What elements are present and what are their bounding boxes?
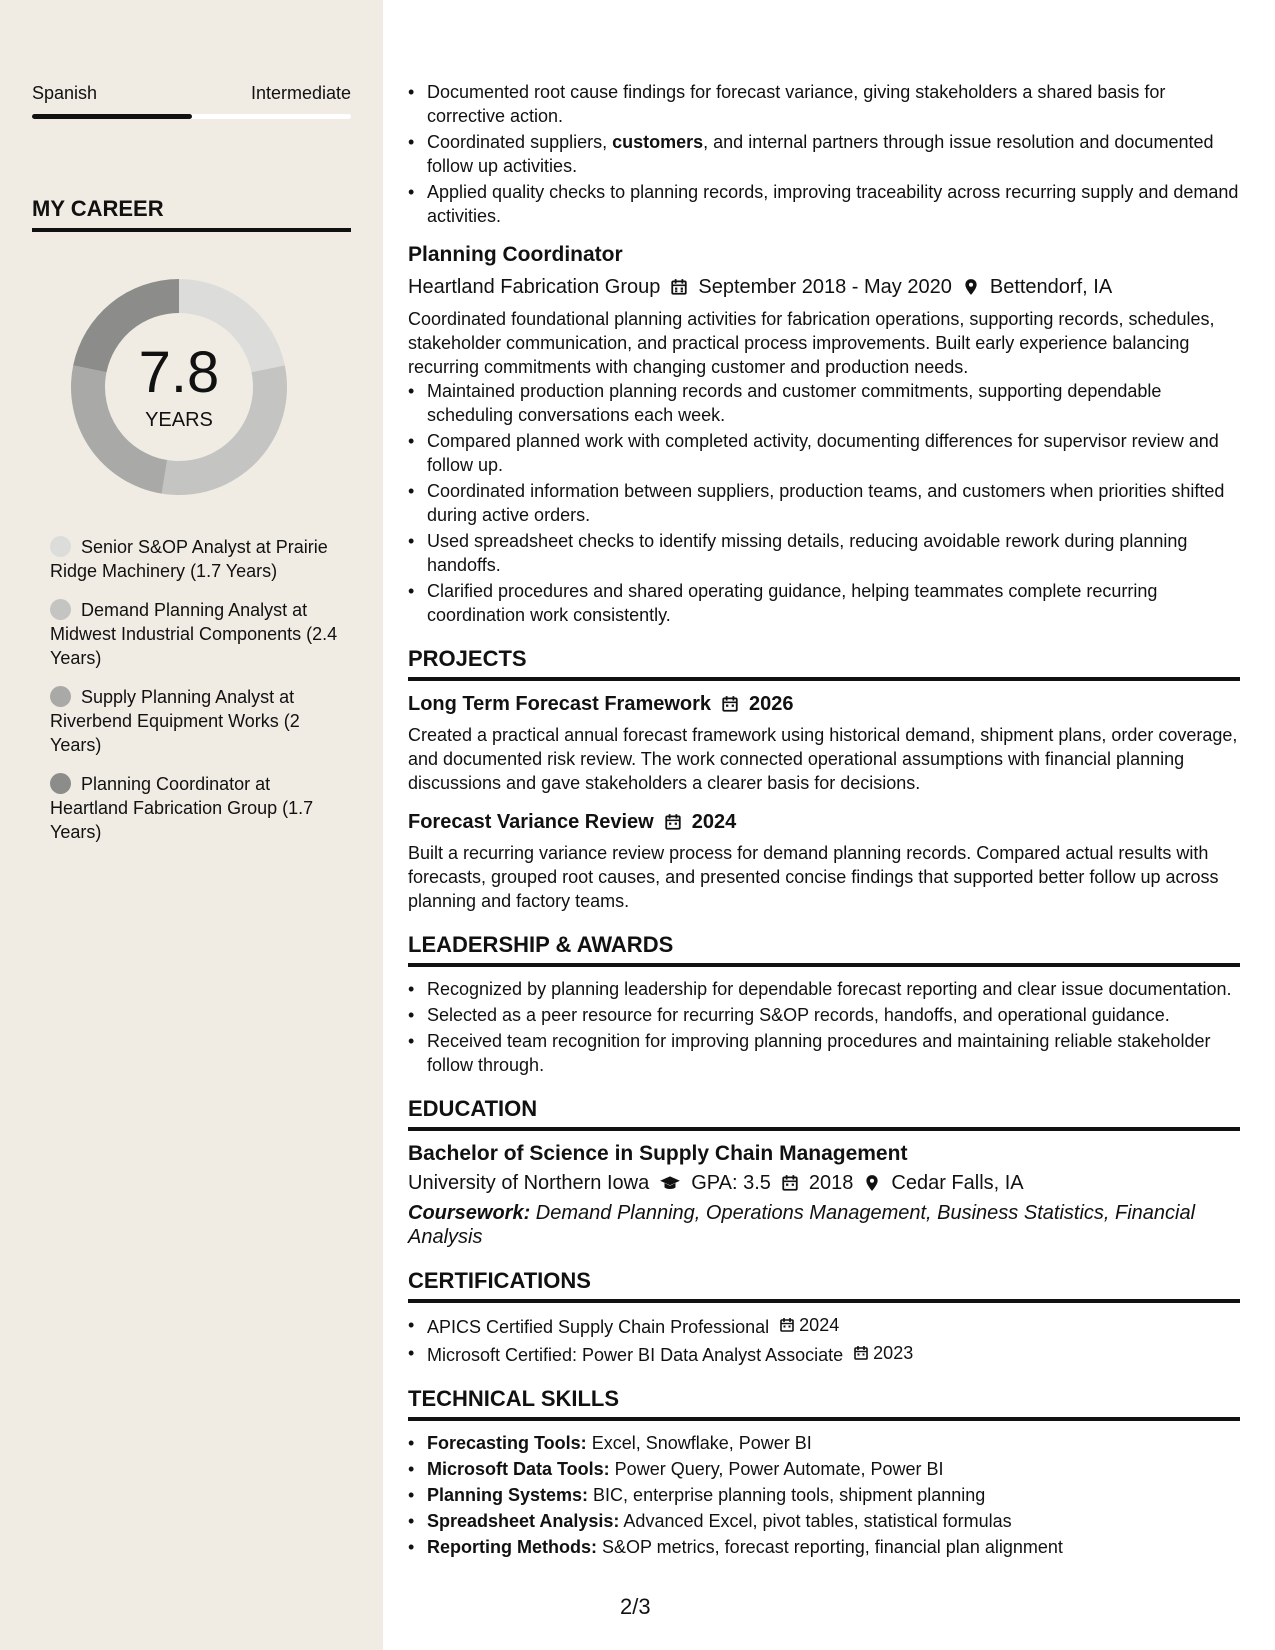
skill-label: Planning Systems: bbox=[427, 1485, 589, 1505]
cert-name: APICS Certified Supply Chain Professional bbox=[427, 1317, 770, 1337]
coursework-label: Coursework: bbox=[408, 1202, 531, 1224]
coursework bbox=[408, 1201, 1240, 1249]
list-item bbox=[408, 1313, 1240, 1339]
list-item bbox=[408, 1509, 1240, 1533]
legend-dot bbox=[50, 599, 71, 620]
education-heading: EDUCATION bbox=[408, 1095, 1240, 1131]
career-legend-item bbox=[50, 772, 340, 844]
list-item bbox=[408, 1483, 1240, 1507]
cert-date bbox=[779, 1313, 839, 1337]
project-description: Built a recurring variance review process for demand planning records. Compared actual results with forecasts, grouped root causes, and presented concise findings that supported better follow up across planning and factory teams. bbox=[408, 843, 1219, 911]
school-name: University of Northern Iowa bbox=[408, 1172, 650, 1194]
list-item bbox=[408, 1535, 1240, 1559]
skill-label: Spreadsheet Analysis: bbox=[427, 1511, 620, 1531]
project-title: Forecast Variance Review bbox=[408, 811, 654, 833]
degree-title: Bachelor of Science in Supply Chain Management bbox=[408, 1142, 908, 1165]
list-item: • Recognized by planning leadership for dependable forecast reporting and clear issue documentation. bbox=[408, 977, 1240, 1001]
career-total-value: 7.8 bbox=[138, 340, 220, 405]
skills-heading: TECHNICAL SKILLS bbox=[408, 1385, 1240, 1421]
projects-heading: PROJECTS bbox=[408, 645, 1240, 681]
list-item bbox=[408, 1341, 1240, 1367]
list-item: • Coordinated suppliers, customers, and internal partners through issue resolution and documented follow up activities. bbox=[408, 130, 1240, 178]
certifications-list bbox=[408, 1313, 1240, 1367]
project-description: Created a practical annual forecast framework using historical demand, shipment plans, order coverage, and documented risk review. The work connected operational assumptions with financial planning discussions and gave stakeholders a clearer basis for decisions. bbox=[408, 725, 1238, 793]
leadership-bullets bbox=[408, 977, 1240, 1077]
list-item bbox=[408, 1431, 1240, 1455]
project-title: Long Term Forecast Framework bbox=[408, 693, 712, 715]
legend-label: Planning Coordinator at Heartland Fabrication Group (1.7 Years) bbox=[50, 774, 314, 842]
list-item: • Selected as a peer resource for recurring S&OP records, handoffs, and operational guidance. bbox=[408, 1003, 1240, 1027]
skill-label: Reporting Methods: bbox=[427, 1537, 597, 1557]
school-location: Cedar Falls, IA bbox=[891, 1172, 1024, 1194]
skill-label: Microsoft Data Tools: bbox=[427, 1459, 610, 1479]
list-item: • Coordinated information between suppliers, production teams, and customers when priorities shifted during active orders. bbox=[408, 479, 1240, 527]
legend-dot bbox=[50, 773, 71, 794]
skill-value: Power Query, Power Automate, Power BI bbox=[609, 1459, 944, 1479]
list-item: • Clarified procedures and shared operating guidance, helping teammates complete recurring coordination work consistently. bbox=[408, 579, 1240, 627]
project-title-row bbox=[408, 809, 1240, 835]
cert-year: 2024 bbox=[799, 1315, 840, 1335]
location-pin-icon bbox=[863, 1174, 881, 1192]
job-title: Planning Coordinator bbox=[408, 243, 623, 266]
graduation-year: 2018 bbox=[808, 1172, 854, 1194]
skill-value: Excel, Snowflake, Power BI bbox=[586, 1433, 812, 1453]
main-content bbox=[408, 80, 1240, 1561]
coursework-list: Demand Planning, Operations Management, Business Statistics, Financial Analysis bbox=[408, 1202, 1196, 1248]
skill-label: Forecasting Tools: bbox=[427, 1433, 587, 1453]
project-title-row bbox=[408, 691, 1240, 717]
certifications-heading: CERTIFICATIONS bbox=[408, 1267, 1240, 1303]
list-item: • Maintained production planning records and customer commitments, supporting dependable scheduling conversations each week. bbox=[408, 379, 1240, 427]
job-meta bbox=[408, 273, 1240, 301]
skills-list bbox=[408, 1431, 1240, 1559]
sidebar bbox=[0, 0, 383, 1650]
legend-dot bbox=[50, 536, 71, 557]
list-item: • Compared planned work with completed activity, documenting differences for supervisor review and follow up. bbox=[408, 429, 1240, 477]
legend-dot bbox=[50, 686, 71, 707]
calendar-icon bbox=[721, 695, 739, 713]
career-heading: MY CAREER bbox=[32, 196, 351, 232]
legend-label: Senior S&OP Analyst at Prairie Ridge Machinery (1.7 Years) bbox=[50, 537, 328, 581]
calendar-icon bbox=[664, 813, 682, 831]
location-pin-icon bbox=[962, 278, 980, 296]
skill-value: Advanced Excel, pivot tables, statistical formulas bbox=[619, 1511, 1012, 1531]
language-proficiency-fill bbox=[32, 114, 192, 119]
graduation-cap-icon bbox=[659, 1174, 681, 1192]
skill-value: BIC, enterprise planning tools, shipment planning bbox=[588, 1485, 986, 1505]
job-company: Heartland Fabrication Group bbox=[408, 276, 661, 298]
language-level: Intermediate bbox=[250, 83, 351, 103]
calendar-icon bbox=[670, 278, 688, 296]
career-legend bbox=[50, 535, 340, 859]
cert-name: Microsoft Certified: Power BI Data Analyst Associate bbox=[427, 1345, 844, 1365]
job-bullets bbox=[408, 379, 1240, 627]
language-row bbox=[32, 83, 351, 104]
list-item: • Applied quality checks to planning records, improving traceability across recurring supply and demand activities. bbox=[408, 180, 1240, 228]
list-item bbox=[408, 1457, 1240, 1481]
cert-year: 2023 bbox=[873, 1343, 914, 1363]
skill-value: S&OP metrics, forecast reporting, financial plan alignment bbox=[596, 1537, 1063, 1557]
previous-job-bullets bbox=[408, 80, 1240, 228]
legend-label: Demand Planning Analyst at Midwest Industrial Components (2.4 Years) bbox=[50, 600, 338, 668]
calendar-icon bbox=[779, 1317, 795, 1333]
job-location: Bettendorf, IA bbox=[989, 276, 1113, 298]
language-name: Spanish bbox=[32, 83, 98, 103]
list-item: • Documented root cause findings for forecast variance, giving stakeholders a shared basis for corrective action. bbox=[408, 80, 1240, 128]
language-proficiency-bar bbox=[32, 114, 351, 119]
gpa: GPA: 3.5 bbox=[691, 1172, 771, 1194]
calendar-icon bbox=[853, 1345, 869, 1361]
job-description: Coordinated foundational planning activities for fabrication operations, supporting records, schedules, stakeholder communication, and practical process improvements. Built early experience balancing recurring commitments with changing customer and production needs. bbox=[408, 309, 1215, 377]
job-dates: September 2018 - May 2020 bbox=[698, 276, 952, 298]
legend-label: Supply Planning Analyst at Riverbend Equipment Works (2 Years) bbox=[50, 687, 300, 755]
career-legend-item bbox=[50, 685, 340, 757]
career-total-unit: YEARS bbox=[145, 409, 213, 431]
leadership-heading: LEADERSHIP & AWARDS bbox=[408, 931, 1240, 967]
list-item: • Received team recognition for improving planning procedures and maintaining reliable stakeholder follow through. bbox=[408, 1029, 1240, 1077]
emphasis-text: customers bbox=[612, 132, 704, 152]
cert-date bbox=[853, 1341, 913, 1365]
project-year: 2024 bbox=[691, 811, 737, 833]
list-item: • Used spreadsheet checks to identify missing details, reducing avoidable rework during planning handoffs. bbox=[408, 529, 1240, 577]
calendar-icon bbox=[781, 1174, 799, 1192]
page-number: 2/3 bbox=[620, 1594, 651, 1619]
career-legend-item bbox=[50, 598, 340, 670]
career-legend-item bbox=[50, 535, 340, 583]
education-meta bbox=[408, 1169, 1240, 1197]
project-year: 2026 bbox=[749, 693, 794, 715]
